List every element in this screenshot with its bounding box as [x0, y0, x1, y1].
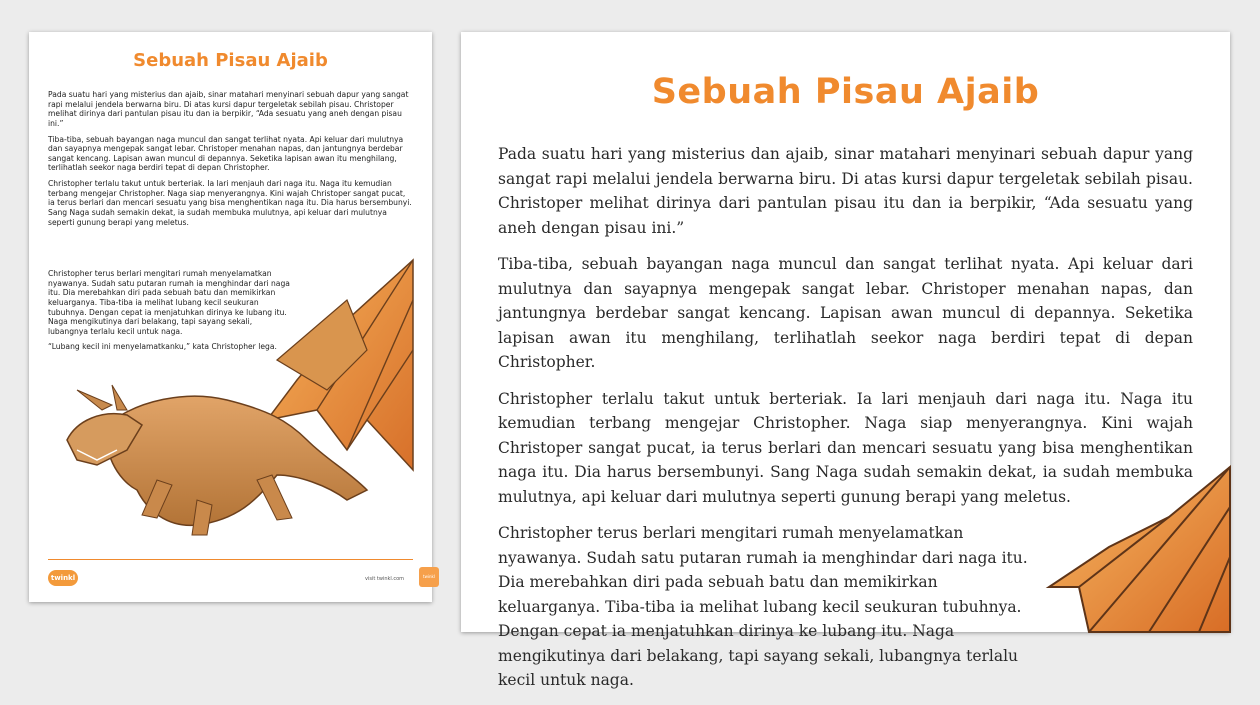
thumbnail-title: Sebuah Pisau Ajaib	[133, 50, 328, 71]
main-title: Sebuah Pisau Ajaib	[651, 72, 1040, 112]
thumbnail-footer-line	[48, 559, 413, 560]
thumbnail-paragraph-4: Christopher terus berlari mengitari rumah menyelamatkan nyawanya. Sudah satu putaran rumah ia menghindar dari naga itu. Dia merebahkan diri pada sebuah batu dan memikirkan keluarganya. Tiba-tiba ia melihat lubang kecil seukuran tubuhnya. Dengan cepat ia menjatuhkan dirinya ke lubang itu. Naga mengikutinya dari belakang, tapi sayang sekali, lubangnya terlalu kecil untuk naga.	[48, 269, 290, 336]
thumbnail-text-block	[48, 90, 414, 233]
main-paragraph-3: Christopher terlalu takut untuk berteriak. Ia lari menjauh dari naga itu. Naga itu kemudian terbang mengejar Christopher. Naga siap menyerangnya. Kini wajah Christoper sangat pucat, ia terus berlari dan mencari sesuatu yang bisa menghentikan naga itu. Dia harus bersembunyi. Sang Naga sudah semakin dekat, ia sudah membuka mulutnya, api keluar dari mulutnya seperti gunung berapi yang meletus.	[498, 389, 1193, 506]
twinkl-badge: twinkl	[419, 567, 439, 587]
footer-url[interactable]: visit twinkl.com	[365, 576, 405, 582]
main-dragon-wing-illustration	[1049, 467, 1230, 632]
main-paragraph-4: Christopher terus berlari mengitari rumah menyelamatkan nyawanya. Sudah satu putaran rumah ia menghindar dari naga itu. Dia merebahkan diri pada sebuah batu dan memikirkan keluarganya. Tiba-tiba ia melihat lubang kecil seukuran tubuhnya. Dengan cepat ia menjatuhkan dirinya ke lubang itu. Naga mengikutinya dari belakang, tapi sayang sekali, lubangnya terlalu kecil untuk naga.	[498, 524, 1028, 689]
thumbnail-page[interactable]	[29, 32, 435, 602]
main-page[interactable]	[461, 32, 1230, 689]
main-paragraph-2: Tiba-tiba, sebuah bayangan naga muncul dan sangat terlihat nyata. Api keluar dari mulutnya dan sayapnya mengepak sangat lebar. Christoper menahan napas, dan jantungnya berdebar sangat kencang. Lapisan awan muncul di depannya. Seketika lapisan awan itu menghilang, terlihatlah seekor naga berdiri tepat di depan Christopher.	[498, 255, 1193, 371]
twinkl-logo[interactable]: twinkl	[48, 570, 78, 586]
dragon-illustration	[47, 260, 415, 540]
main-paragraph-1: Pada suatu hari yang misterius dan ajaib, sinar matahari menyinari sebuah dapur yang sangat rapi melalui jendela berwarna biru. Di atas kursi dapur tergeletak sebilah pisau. Christoper melihat dirinya dari pantulan pisau itu dan ia berpikir, “Ada sesuatu yang aneh dengan pisau ini.”	[498, 145, 1193, 237]
thumbnail-paragraph-5: “Lubang kecil ini menyelamatkanku,” kata Christopher lega.	[48, 342, 277, 352]
thumbnail-paragraph-3: Christopher terlalu takut untuk berteriak. Ia lari menjauh dari naga itu. Naga itu kemudian terbang mengejar Christopher. Naga siap menyerangnya. Kini wajah Christoper sangat pucat, ia terus berlari dan mencari sesuatu yang bisa menghentikan naga itu. Dia harus bersembunyi. Sang Naga sudah semakin dekat, ia sudah membuka mulutnya, api keluar dari mulutnya seperti gunung berapi yang meletus.	[48, 179, 412, 227]
thumbnail-paragraph-1: Pada suatu hari yang misterius dan ajaib, sinar matahari menyinari sebuah dapur yang sangat rapi melalui jendela berwarna biru. Di atas kursi dapur tergeletak sebilah pisau. Christoper melihat dirinya dari pantulan pisau itu dan ia berpikir, “Ada sesuatu yang aneh dengan pisau ini.”	[48, 90, 409, 128]
thumbnail-paragraph-2: Tiba-tiba, sebuah bayangan naga muncul dan sangat terlihat nyata. Api keluar dari mulutnya dan sayapnya mengepak sangat lebar. Christoper menahan napas, dan jantungnya berdebar sangat kencang. Lapisan awan muncul di depannya. Seketika lapisan awan itu menghilang, terlihatlah seekor naga berdiri tepat di depan Christopher.	[48, 134, 404, 173]
